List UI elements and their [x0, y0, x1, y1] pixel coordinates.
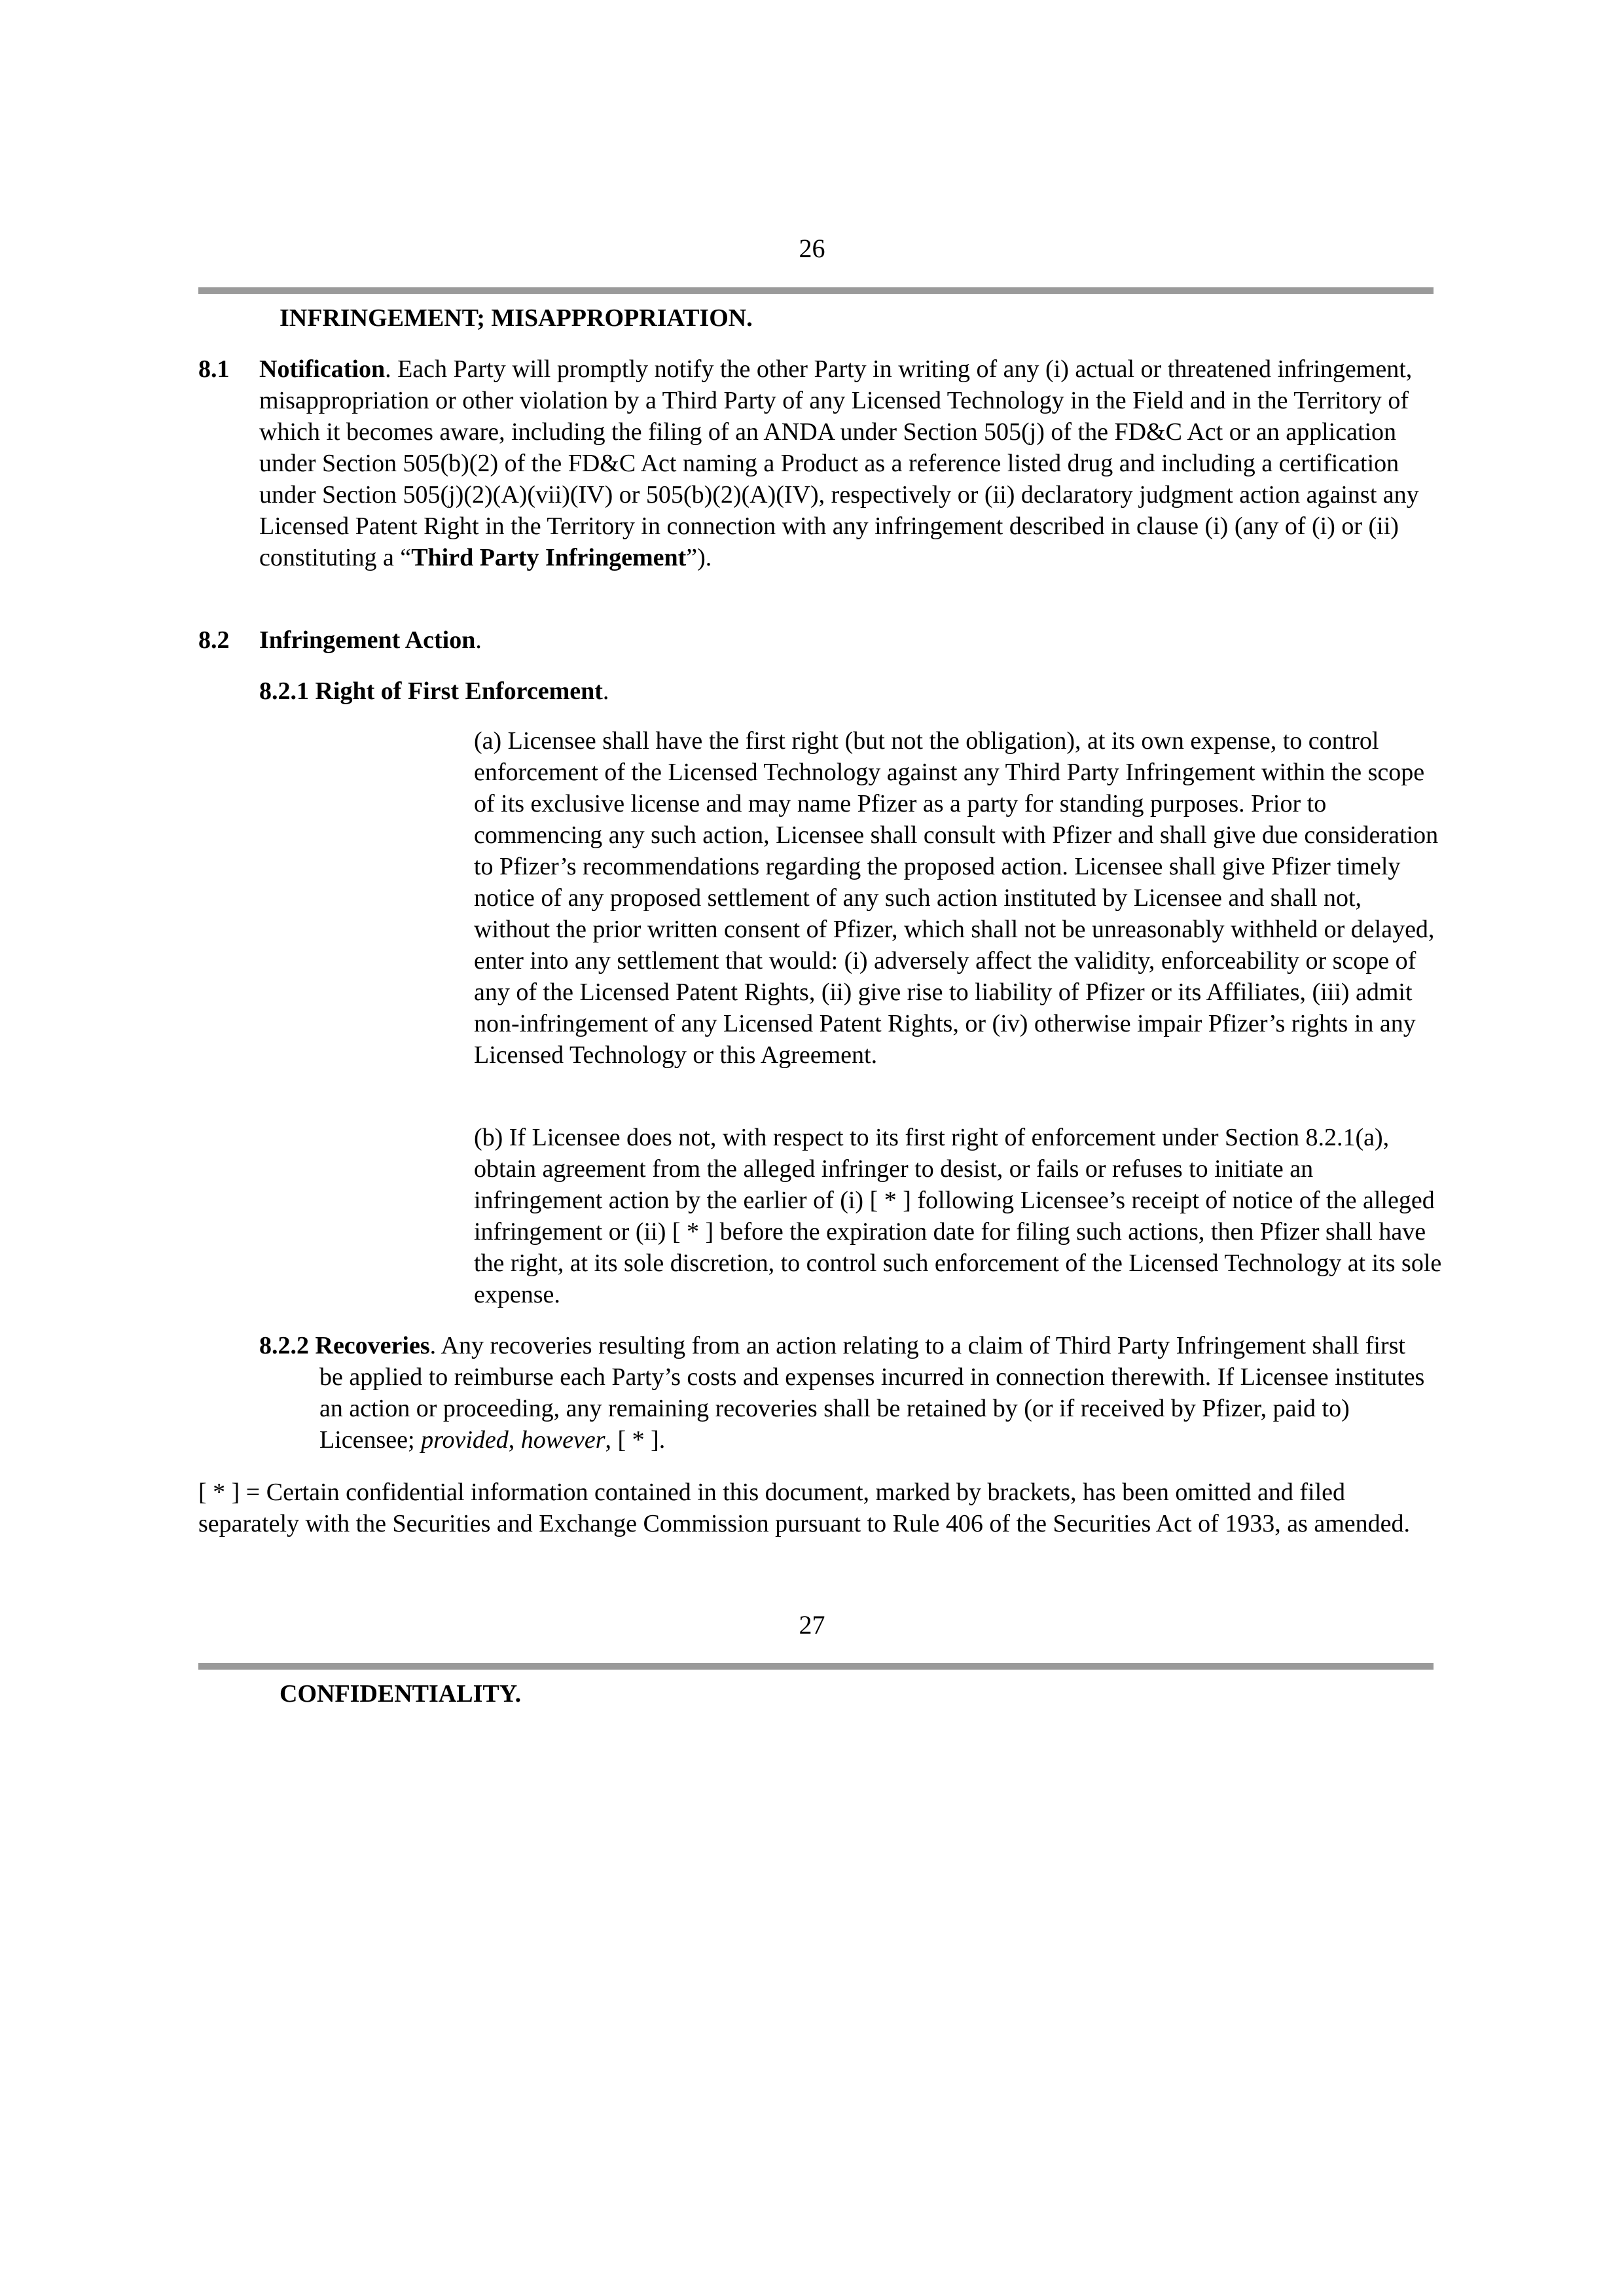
section-8-2-2-text: . Any recoveries resulting from an action relating to a claim of Third Party Infringement shall first be applied to reimburse each Party’s costs and expenses incurred in connection therewith. If Licensee institutes an action or proceeding, any remaining recoveries shall be retained by (or if received by Pfizer, paid to) Licensee; — [319, 1332, 1425, 1454]
paragraph-a — [474, 725, 1443, 1071]
defined-term-third-party-infringement: Third Party Infringement — [411, 544, 687, 571]
section-number-8-2: 8.2 — [198, 626, 230, 654]
section-8-2-period: . — [475, 626, 482, 654]
page-number-bottom: 27 — [799, 1610, 825, 1640]
section-8-2-2-end: , [ * ]. — [605, 1426, 666, 1454]
page-divider-bottom — [198, 1663, 1434, 1670]
section-number-8-1: 8.1 — [198, 355, 230, 383]
footnote-text: [ * ] = Certain confidential information contained in this document, marked by brackets, has been omitted and filed separately with the Securities and Exchange Commission pursuant to Rule 406 of the Securities Act of 1933, as amended. — [198, 1479, 1411, 1537]
article-heading-infringement: INFRINGEMENT; MISAPPROPRIATION. — [280, 304, 753, 332]
article-heading-confidentiality: CONFIDENTIALITY. — [280, 1680, 522, 1708]
page-divider-top — [198, 287, 1434, 294]
section-8-1-notification — [259, 353, 1434, 573]
section-title-infringement-action: Infringement Action — [259, 626, 476, 654]
confidentiality-footnote — [198, 1477, 1434, 1539]
paragraph-b — [474, 1122, 1443, 1310]
page-number-top: 26 — [799, 234, 825, 263]
section-8-2-1-heading — [259, 675, 609, 707]
term-however: however — [520, 1426, 605, 1454]
section-8-2-1-period: . — [602, 677, 609, 705]
section-title-recoveries: 8.2.2 Recoveries — [259, 1332, 430, 1359]
section-8-2-2-recoveries — [259, 1330, 1434, 1456]
section-8-2-heading — [259, 624, 482, 656]
term-provided: provided — [421, 1426, 509, 1454]
section-8-1-tail: ”). — [686, 544, 712, 571]
section-8-1-text: . Each Party will promptly notify the other Party in writing of any (i) actual or threatened infringement, misappropriation or other violation by a Third Party of any Licensed Technology in the Field and in the Territory of which it becomes aware, including the filing of an ANDA under Section 505(j) of the FD&C Act or an application under Section 505(b)(2) of the FD&C Act naming a Product as a reference listed drug and including a certification under Section 505(j)(2)(A)(vii)(IV) or 505(b)(2)(A)(IV), respectively or (ii) declaratory judgment action against any Licensed Patent Right in the Territory in connection with any infringement described in clause (i) (any of (i) or (ii) constituting a “ — [259, 355, 1419, 571]
section-title-notification: Notification — [259, 355, 386, 383]
paragraph-b-text: (b) If Licensee does not, with respect to its first right of enforcement under Section 8.2.1(a), obtain agreement from the alleged infringer to desist, or fails or refuses to initiate an infringement action by the earlier of (i) [ * ] following Licensee’s receipt of notice of the alleged infringement or (ii) [ * ] before the expiration date for filing such actions, then Pfizer shall have the right, at its sole discretion, to control such enforcement of the Licensed Technology at its sole expense. — [474, 1124, 1442, 1308]
section-title-right-of-first-enforcement: 8.2.1 Right of First Enforcement — [259, 677, 603, 705]
comma: , — [508, 1426, 521, 1454]
paragraph-a-text: (a) Licensee shall have the first right (but not the obligation), at its own expense, to control enforcement of the Licensed Technology against any Third Party Infringement within the scope of its exclusive license and may name Pfizer as a party for standing purposes. Prior to commencing any such action, Licensee shall consult with Pfizer and shall give due consideration to Pfizer’s recommendations regarding the proposed action. Licensee shall give Pfizer timely notice of any proposed settlement of any such action instituted by Licensee and shall not, without the prior written consent of Pfizer, which shall not be unreasonably withheld or delayed, enter into any settlement that would: (i) adversely affect the validity, enforceability or scope of any of the Licensed Patent Rights, (ii) give rise to liability of Pfizer or its Affiliates, (iii) admit non-infringement of any Licensed Patent Rights, or (iv) otherwise impair Pfizer’s rights in any Licensed Technology or this Agreement. — [474, 727, 1439, 1069]
